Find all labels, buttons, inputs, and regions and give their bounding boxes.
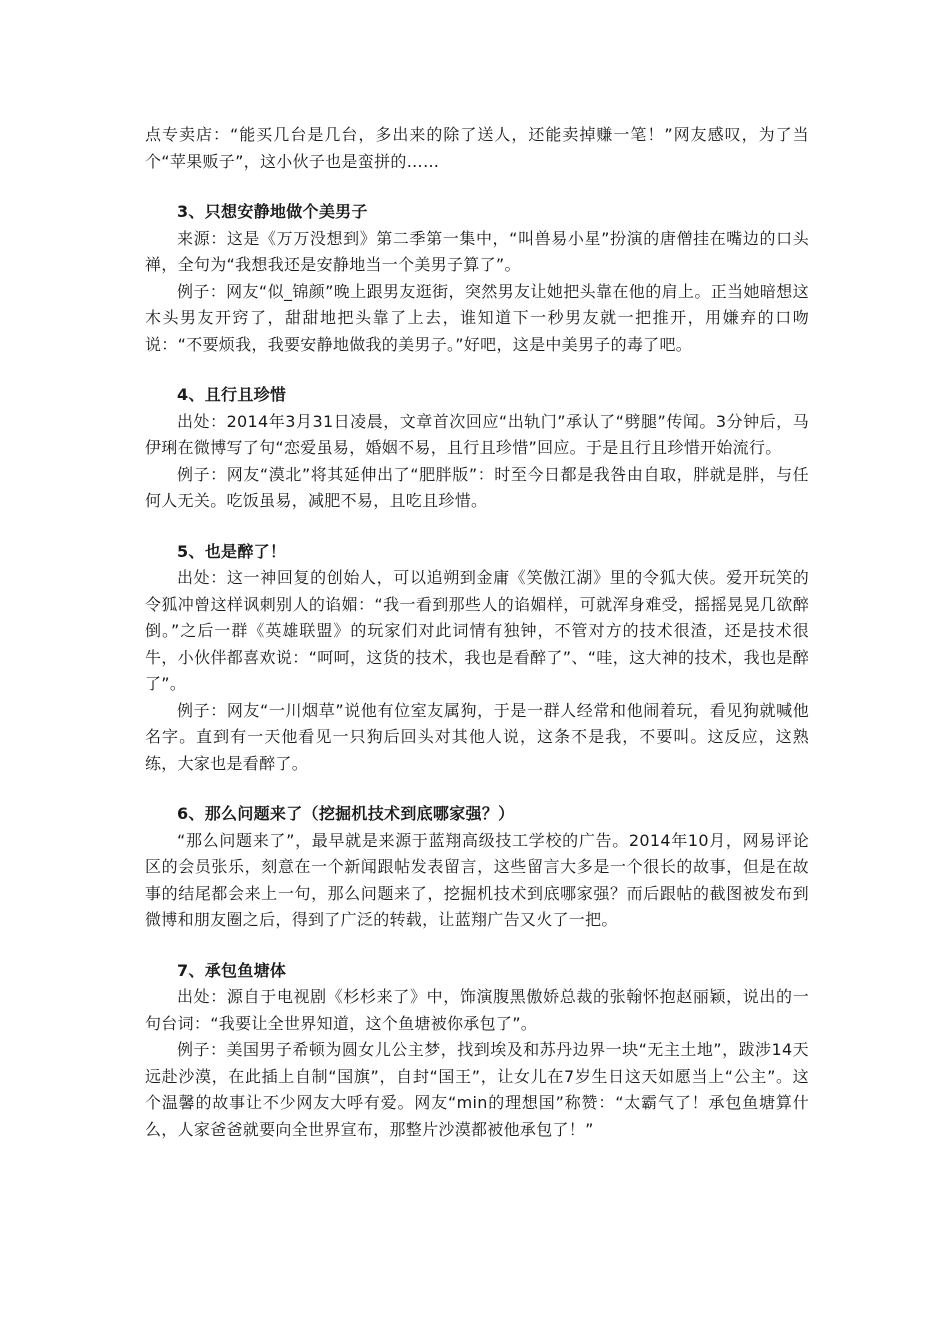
section-paragraph: 来源：这是《万万没想到》第二季第一集中，“叫兽易小星”扮演的唐僧挂在嘴边的口头禅，全句为“我想我还是安静地当一个美男子算了”。 — [145, 228, 809, 274]
section-paragraph: 例子：网友“一川烟草”说他有位室友属狗，于是一群人经常和他闹着玩，看见狗就喊他名字。直到有一天他看见一只狗后回头对其他人说，这条不是我，不要叫。这反应，这熟练，大家也是看醉了。 — [145, 700, 809, 773]
section-6 — [145, 801, 809, 934]
section-paragraph: 例子：网友“似_锦颜”晚上跟男友逛街，突然男友让她把头靠在他的肩上。正当她暗想这木头男友开窍了，甜甜地把头靠了上去，谁知道下一秒男友就一把推开，用嫌弃的口吻说：“不要烦我，我要安静地做我的美男子。”好吧，这是中美男子的毒了吧。 — [145, 281, 809, 354]
section-4 — [145, 382, 809, 515]
document-page — [145, 122, 809, 1143]
section-heading: 6、那么问题来了（挖掘机技术到底哪家强？） — [177, 804, 515, 823]
section-heading: 7、承包鱼塘体 — [177, 960, 287, 980]
section-5 — [145, 539, 809, 778]
section-paragraph: 例子：美国男子希顿为圆女儿公主梦，找到埃及和苏丹边界一块“无主土地”，跋涉14天远赴沙漠，在此插上自制“国旗”，自封“国王”，让女儿在7岁生日这天如愿当上“公主”。这个温馨的故事让不少网友大呼有爱。网友“min的理想国”称赞：“太霸气了！承包鱼塘算什么，人家爸爸就要向全世界宣布，那整片沙漠都被他承包了！” — [145, 1040, 809, 1139]
section-heading: 3、只想安静地做个美男子 — [177, 202, 368, 221]
section-7 — [145, 958, 809, 1144]
section-paragraph: 出处：2014年3月31日凌晨，文章首次回应“出轨门”承认了“劈腿”传闻。3分钟后，马伊琍在微博写了句“恋爱虽易，婚姻不易，且行且珍惜”回应。于是且行且珍惜开始流行。 — [145, 411, 809, 457]
section-paragraph: “那么问题来了”，最早就是来源于蓝翔高级技工学校的广告。2014年10月，网易评论区的会员张乐，刻意在一个新闻跟帖发表留言，这些留言大多是一个很长的故事，但是在故事的结尾都会来上一句，那么问题来了，挖掘机技术到底哪家强？而后跟帖的截图被发布到微博和朋友圈之后，得到了广泛的转载，让蓝翔广告又火了一把。 — [145, 830, 809, 929]
section-paragraph: 出处：这一神回复的创始人，可以追朔到金庸《笑傲江湖》里的令狐大侠。爱开玩笑的令狐冲曾这样讽刺别人的谄媚：“我一看到那些人的谄媚样，可就浑身难受，摇摇晃晃几欲醉倒。”之后一群《英雄联盟》的玩家们对此词情有独钟，不管对方的技术很渣，还是技术很牛，小伙伴都喜欢说：“呵呵，这货的技术，我也是看醉了”、“哇，这大神的技术，我也是醉了”。 — [145, 568, 809, 693]
intro-paragraph: 点专卖店：“能买几台是几台，多出来的除了送人，还能卖掉赚一笔！”网友感叹，为了当个“苹果贩子”，这小伙子也是蛮拼的…… — [145, 125, 809, 171]
section-3 — [145, 199, 809, 358]
section-paragraph: 出处：源自于电视剧《杉杉来了》中，饰演腹黑傲娇总裁的张翰怀抱赵丽颖，说出的一句台词：“我要让全世界知道，这个鱼塘被你承包了”。 — [145, 987, 809, 1033]
section-paragraph: 例子：网友“漠北”将其延伸出了“肥胖版”：时至今日都是我咎由自取，胖就是胖，与任何人无关。吃饭虽易，减肥不易，且吃且珍惜。 — [145, 464, 809, 510]
section-heading: 4、且行且珍惜 — [177, 385, 287, 404]
section-heading: 5、也是醉了！ — [177, 541, 287, 561]
